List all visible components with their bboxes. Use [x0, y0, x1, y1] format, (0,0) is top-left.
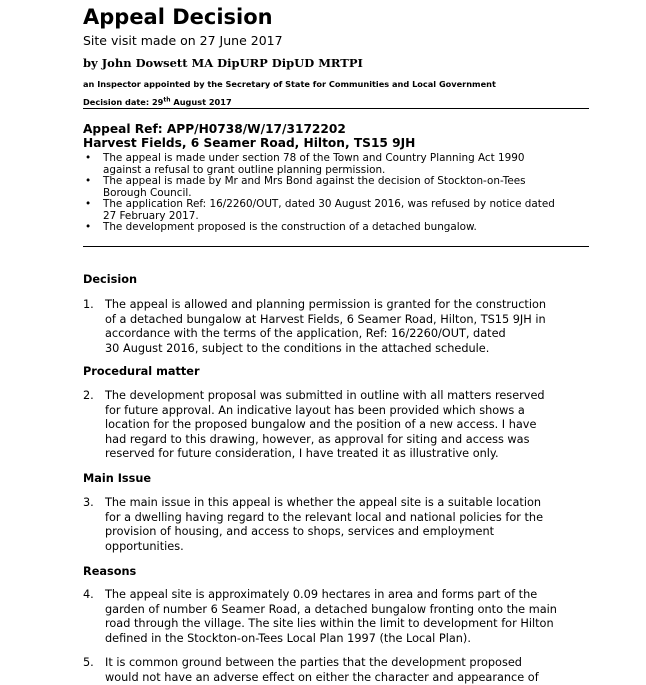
summary-line: 27 February 2017.: [103, 209, 199, 222]
paragraph-number: 1.: [83, 298, 94, 311]
paragraph-line: The appeal is allowed and planning permission is granted for the construction: [105, 298, 547, 311]
summary-line: The appeal is made by Mr and Mrs Bond against the decision of Stockton-on-Tees: [103, 175, 526, 187]
decision-date: [83, 96, 232, 108]
summary-divider: [83, 246, 589, 247]
bullet-icon: •: [85, 221, 92, 233]
paragraph-line: The development proposal was submitted in outline with all matters reserved: [105, 389, 545, 402]
paragraph-line: road through the village. The site lies within the limit to development for Hilton: [105, 617, 554, 631]
section-heading-decision: Decision: [83, 273, 138, 286]
paragraph-line: for future approval. An indicative layout has been provided which shows a: [105, 403, 525, 417]
section-heading-main-issue: Main Issue: [83, 472, 152, 485]
paragraph-body: [105, 656, 539, 685]
appeal-summary-list: [83, 153, 593, 234]
paragraph-number: 4.: [83, 588, 94, 601]
paragraph-line: provision of housing, and access to shops, services and employment: [105, 525, 495, 539]
paragraph-line: The main issue in this appeal is whether the appeal site is a suitable location: [105, 496, 542, 509]
summary-line: The appeal is made under section 78 of the Town and Country Planning Act 1990: [103, 152, 525, 164]
paragraph-line: defined in the Stockton-on-Tees Local Plan 1997 (the Local Plan).: [105, 631, 471, 645]
paragraph-line: location for the proposed bungalow and the position of a new access. I have: [105, 418, 537, 432]
section-heading-reasons: Reasons: [83, 565, 137, 578]
paragraph-line: opportunities.: [105, 539, 184, 553]
summary-line: The development proposed is the construction of a detached bungalow.: [103, 221, 477, 233]
section-heading-procedural-matter: Procedural matter: [83, 365, 200, 378]
document-title: Appeal Decision: [83, 5, 273, 29]
summary-line: against a refusal to grant outline planning permission.: [103, 163, 386, 176]
paragraph-body: [105, 496, 543, 554]
appeal-summary-item: [83, 176, 593, 199]
paragraph-line: would not have an adverse effect on either the character and appearance of: [105, 670, 539, 684]
appeal-summary-item: [83, 153, 593, 176]
paragraph-line: of a detached bungalow at Harvest Fields, 6 Seamer Road, Hilton, TS15 9JH in: [105, 312, 546, 326]
paragraph-line: had regard to this drawing, however, as approval for siting and access was: [105, 432, 530, 446]
appeal-address: Harvest Fields, 6 Seamer Road, Hilton, TS15 9JH: [83, 136, 416, 150]
bullet-icon: •: [85, 198, 92, 210]
decision-date-suffix: August 2017: [170, 97, 232, 107]
paragraph-number: 5.: [83, 656, 94, 669]
paragraph-line: The appeal site is approximately 0.09 hectares in area and forms part of the: [105, 588, 538, 601]
paragraph-line: 30 August 2016, subject to the conditions in the attached schedule.: [105, 341, 490, 355]
paragraph-body: [105, 389, 545, 462]
bullet-icon: •: [85, 152, 92, 164]
header-divider: [83, 108, 589, 109]
inspector-appointment: an Inspector appointed by the Secretary of State for Communities and Local Government: [83, 79, 496, 89]
paragraph-line: It is common ground between the parties that the development proposed: [105, 656, 522, 669]
decision-date-ordinal: th: [163, 96, 171, 104]
paragraph-line: accordance with the terms of the application, Ref: 16/2260/OUT, dated: [105, 327, 506, 341]
decision-date-prefix: Decision date: 29: [83, 97, 164, 107]
paragraph-body: [105, 588, 557, 646]
paragraph-number: 3.: [83, 496, 94, 509]
summary-line: The application Ref: 16/2260/OUT, dated 30 August 2016, was refused by notice dated: [103, 198, 555, 210]
appeal-reference: Appeal Ref: APP/H0738/W/17/3172202: [83, 122, 346, 136]
bullet-icon: •: [85, 175, 92, 187]
inspector-name: by John Dowsett MA DipURP DipUD MRTPI: [83, 56, 363, 70]
paragraph-number: 2.: [83, 389, 94, 402]
appeal-summary-item: [83, 199, 593, 222]
paragraph-line: reserved for future consideration, I have treated it as illustrative only.: [105, 447, 499, 461]
paragraph-body: [105, 298, 546, 356]
site-visit-date: Site visit made on 27 June 2017: [83, 33, 283, 48]
summary-line: Borough Council.: [103, 186, 192, 199]
paragraph-line: for a dwelling having regard to the relevant local and national policies for the: [105, 510, 544, 524]
appeal-summary-item: [83, 222, 593, 234]
paragraph-line: garden of number 6 Seamer Road, a detached bungalow fronting onto the main: [105, 602, 557, 616]
